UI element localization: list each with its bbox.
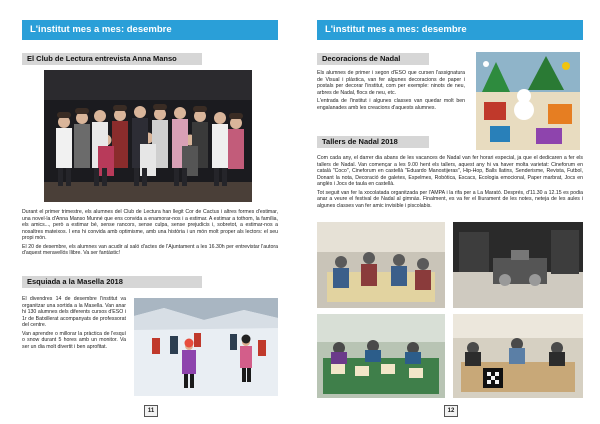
right-page: [300, 0, 600, 424]
workshop-photo-4: [453, 314, 583, 398]
decoracions-paragraph-1: Els alumnes de primer i segon d'ESO que cursen l'assignatura de Visual i plàstica, van fer algunes decoracions de paper i postals per decorar l'institut, com per exemple: ninots de neu, arbres de Nadal, flocs de neu, etc.: [317, 70, 465, 96]
club-lectura-paragraph-2: El 20 de desembre, els alumnes van acudir al saló d'actes de l'Ajuntament a les 16.30h per entrevistar l'autora d'aquest meravellós llibre. Va ser fantàstic!: [22, 243, 278, 256]
page-banner: L'institut mes a mes: desembre: [22, 20, 278, 40]
decoracions-text: [317, 70, 465, 113]
tallers-paragraph-1: Com cada any, el darrer dia abans de les vacances de Nadal van fer horari especial, ja que el dedicaren a fer els tallers de Nadal. Van començar a les 9.00 hent els tallers, aquest any hi va haver molta varietat: Cineforum en català "Coco", Cineforum en castellà "Eduardo Manostijeras", Hip-Hop, Balls llatins, Senderisme, Revista, Futbol, Donant la nota, Decoració de galetes, Espelmes, Robòtica, Escacs, Ecologia emocional, Paper marbrat, Jocs en anglès i Jocs de taula en castellà.: [317, 155, 583, 187]
section-title-esquiada: Esquiada a la Masella 2018: [22, 276, 202, 288]
workshop-photo-1: [317, 222, 445, 308]
tallers-text: [317, 155, 583, 211]
club-lectura-text: [22, 209, 278, 259]
page-banner: L'institut mes a mes: desembre: [317, 20, 583, 40]
section-title-decoracions: Decoracions de Nadal: [317, 53, 429, 65]
page-number-right: 12: [444, 405, 458, 417]
esquiada-text: [22, 296, 126, 352]
esquiada-paragraph-1: El divendres 14 de desembre l'institut va organitzar una sortida a la Masella. Van anar hi 130 alumnes dels diferents cursos d'ESO i 1r de Batxillerat acompanyats de professorat del centre.: [22, 296, 126, 328]
ski-trip-photo: [134, 298, 278, 396]
club-lectura-group-photo: [44, 70, 252, 202]
tallers-paragraph-2: Tot seguit van fer la xocolatada organitzada per l'AMPA i la rifa per a La Marató. Després, d'11.30 a 12.15 es podia anar a veure el festival de Nadal al gimnàs. Finalment, es va fer el lliurament de les notes, neteja de les aules i algunes classes van fer amic invisible i piscolabis.: [317, 189, 583, 209]
section-title-tallers: Tallers de Nadal 2018: [317, 136, 429, 148]
workshop-photo-3: [317, 314, 445, 398]
club-lectura-paragraph-1: Durant el primer trimestre, els alumnes del Club de Lectura han llegit Cor de Cactus i altres formes d'estimar, una novel·la d'Anna Manso Munné que ens convida a enamorar-nos i a estimar. A estimar a tothom, la família, els amics..., però a estimar bé, sense rancors, sense culpa, sense prejudicis i, sobretot, a estimar-nos a nosaltres mateixos. I ens hi convida amb optimisme, amb una història i un món molt proper als lectors: el seu propi món.: [22, 209, 278, 241]
christmas-decorations-photo: [476, 52, 580, 150]
page-number-left: 11: [144, 405, 158, 417]
section-title-club-lectura: El Club de Lectura entrevista Anna Manso: [22, 53, 202, 65]
workshop-photo-2: [453, 222, 583, 308]
decoracions-paragraph-2: L'entrada de l'institut i algunes classes van quedar molt ben engalanades amb les creacions d'aquests alumnes.: [317, 98, 465, 111]
esquiada-paragraph-2: Van aprendre o millorar la pràctica de l'esquí o snow durant 5 hores amb un monitor. Va ser un dia molt divertit i ben aprofitat.: [22, 330, 126, 350]
